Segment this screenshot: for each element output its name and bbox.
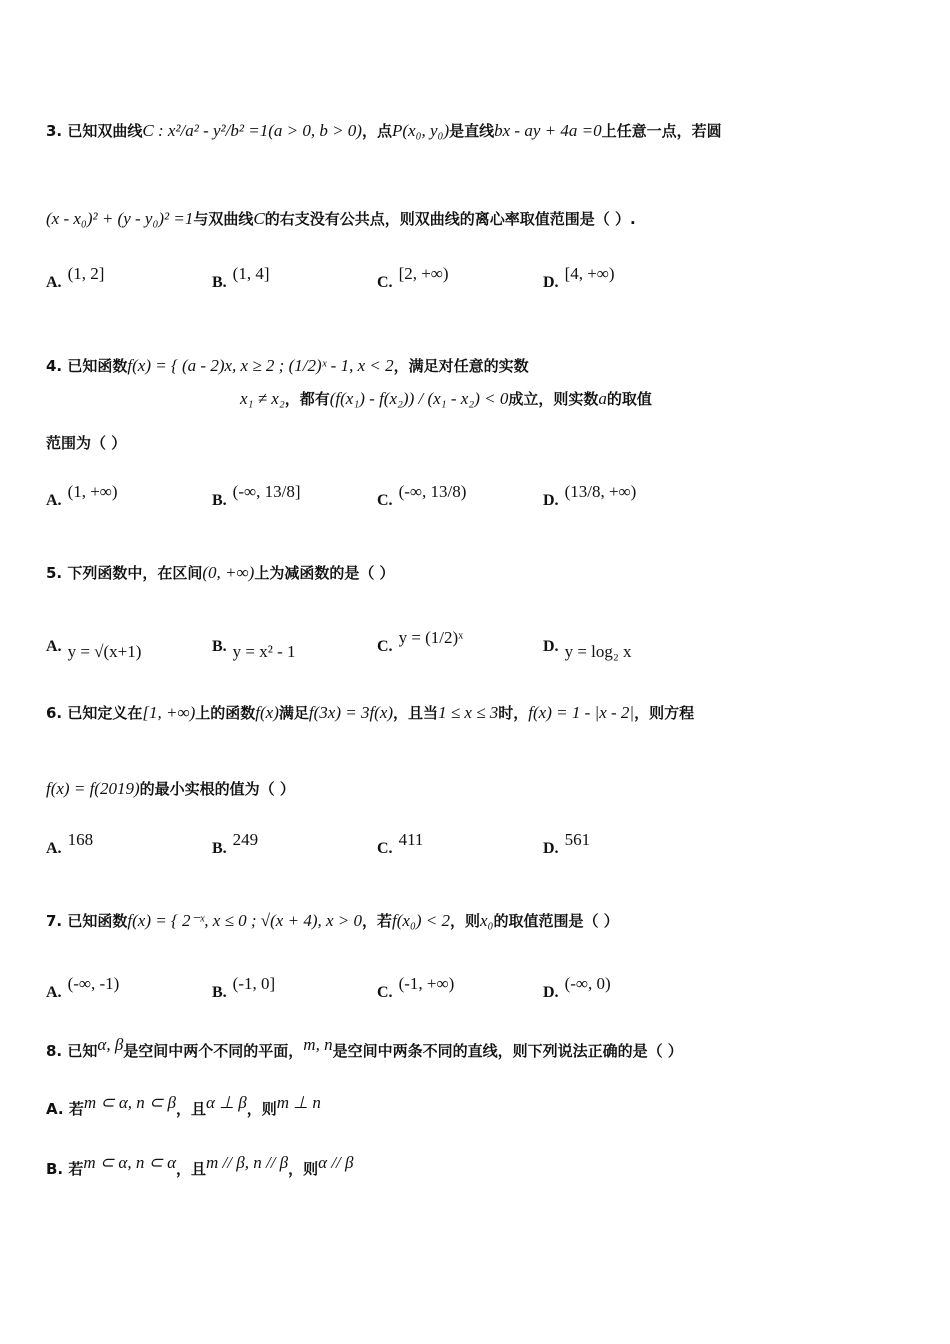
question-5-number: 5.: [46, 564, 63, 582]
q4-condition-formula: x₁ ≠ x₂: [240, 389, 285, 408]
option-label: B.: [212, 984, 227, 1001]
q6-text-g: 的最小实根的值为（ ）: [139, 780, 295, 798]
q8-planes-formula: α, β: [97, 1035, 124, 1054]
q5-interval-formula: (0, +∞): [202, 563, 255, 582]
question-8-number: 8.: [46, 1042, 63, 1060]
q6-option-c[interactable]: [377, 830, 424, 858]
option-text: ，则: [246, 1100, 277, 1118]
q6-f-formula: f(x): [255, 703, 279, 722]
option-label: C.: [377, 274, 393, 291]
option-label: B.: [46, 1160, 64, 1178]
q6-text-d: ，且当: [393, 704, 439, 722]
q3-option-b[interactable]: [212, 264, 270, 292]
q5-option-c[interactable]: [377, 628, 464, 656]
question-4-line-1b: [240, 388, 652, 409]
option-label: B.: [212, 274, 227, 291]
q3-text-e: 与双曲线: [193, 210, 254, 228]
option-label: C.: [377, 840, 393, 857]
question-4-line-2: [46, 432, 126, 453]
q7-piecewise-formula: f(x) = { 2⁻ˣ, x ≤ 0 ; √(x + 4), x > 0: [127, 911, 362, 930]
question-7-number: 7.: [46, 912, 63, 930]
q5-option-d[interactable]: [543, 636, 632, 661]
option-label: A.: [46, 492, 62, 509]
question-3-number: 3.: [46, 122, 63, 140]
option-value: (1, 2]: [67, 264, 105, 283]
question-6-line-1: [46, 702, 694, 723]
q6-text-c: 满足: [278, 704, 309, 722]
q8-option-b[interactable]: [46, 1153, 354, 1179]
q6-text-a: 已知定义在: [67, 704, 143, 722]
option-label: B.: [212, 840, 227, 857]
question-5-line-1: [46, 562, 395, 583]
question-3-line-1: [46, 120, 722, 141]
q3-curve-formula: C : x²/a² - y²/b² =1(a > 0, b > 0): [142, 121, 362, 140]
q8-lines-formula: m, n: [303, 1035, 333, 1054]
option-label: D.: [543, 638, 559, 655]
q8-text-c: 是空间中两条不同的直线，则下列说法正确的是（ ）: [332, 1042, 683, 1060]
option-formula: m ⊥ n: [276, 1093, 321, 1112]
q4-text-a: 已知函数: [67, 357, 128, 375]
option-value: (-∞, 13/8): [398, 482, 467, 501]
q7-option-d[interactable]: [543, 974, 611, 1002]
q3-text-f: 的右支没有公共点，则双曲线的离心率取值范围是（ ）.: [264, 210, 636, 228]
option-value: (1, 4]: [232, 264, 270, 283]
option-label: D.: [543, 984, 559, 1001]
q4-text-b: ，满足对任意的实数: [393, 357, 529, 375]
question-4-number: 4.: [46, 357, 63, 375]
q6-option-b[interactable]: [212, 830, 259, 858]
q8-text-a: 已知: [67, 1042, 98, 1060]
q8-text-b: 是空间中两个不同的平面，: [123, 1042, 304, 1060]
option-label: B.: [212, 492, 227, 509]
q7-x0-symbol: x₀: [480, 911, 494, 930]
q7-option-b[interactable]: [212, 974, 276, 1002]
option-label: A.: [46, 274, 62, 291]
option-value: y = log₂ x: [564, 642, 632, 661]
option-text: ，且: [176, 1100, 207, 1118]
q7-text-b: ，若: [362, 912, 393, 930]
q3-option-a[interactable]: [46, 264, 105, 292]
option-formula: m // β, n // β: [206, 1153, 289, 1172]
option-value: (-1, 0]: [232, 974, 276, 993]
option-label: C.: [377, 492, 393, 509]
q5-text-b: 上为减函数的是（ ）: [254, 564, 395, 582]
option-label: C.: [377, 638, 393, 655]
q3-circle-formula: (x - x₀)² + (y - y₀)² =1: [46, 209, 194, 228]
option-value: 561: [564, 830, 591, 849]
option-label: D.: [543, 840, 559, 857]
option-label: A.: [46, 638, 62, 655]
q7-option-c[interactable]: [377, 974, 455, 1002]
q4-a-symbol: a: [598, 389, 607, 408]
q4-option-a[interactable]: [46, 482, 118, 510]
q7-condition-formula: f(x₀) < 2: [392, 911, 450, 930]
q4-text-d: 成立，则实数: [508, 390, 599, 408]
option-value: 168: [67, 830, 94, 849]
question-3-line-2: [46, 208, 636, 229]
q3-c-symbol: C: [253, 209, 265, 228]
q6-option-a[interactable]: [46, 830, 94, 858]
q6-text-b: 上的函数: [195, 704, 256, 722]
question-8-line-1: [46, 1035, 683, 1061]
q3-option-c[interactable]: [377, 264, 449, 292]
option-value: (-∞, 13/8]: [232, 482, 301, 501]
option-formula: m ⊂ α, n ⊂ β: [83, 1093, 176, 1112]
option-formula: m ⊂ α, n ⊂ α: [83, 1153, 177, 1172]
q6-option-d[interactable]: [543, 830, 591, 858]
option-label: D.: [543, 274, 559, 291]
q3-option-d[interactable]: [543, 264, 615, 292]
question-6-line-2: [46, 778, 295, 799]
q4-text-f: 范围为（ ）: [46, 434, 127, 452]
question-6-number: 6.: [46, 704, 63, 722]
option-text: ，则: [288, 1160, 319, 1178]
q5-option-a[interactable]: [46, 636, 142, 661]
q6-range-formula: 1 ≤ x ≤ 3: [438, 703, 499, 722]
option-label: C.: [377, 984, 393, 1001]
q4-text-c: ，都有: [284, 390, 330, 408]
q4-piecewise-formula: f(x) = { (a - 2)x, x ≥ 2 ; (1/2)ˣ - 1, x < 2: [127, 356, 394, 375]
option-value: (-∞, -1): [67, 974, 120, 993]
q7-text-a: 已知函数: [67, 912, 128, 930]
q7-text-d: 的取值范围是（ ）: [493, 912, 619, 930]
q5-option-b[interactable]: [212, 636, 296, 661]
option-value: (13/8, +∞): [564, 482, 637, 501]
q4-option-c[interactable]: [377, 482, 467, 510]
q3-point-formula: P(x₀, y₀): [391, 121, 450, 140]
q3-line-formula: bx - ay + 4a =0: [494, 121, 602, 140]
option-label: A.: [46, 1100, 64, 1118]
q4-text-e: 的取值: [606, 390, 652, 408]
q7-option-a[interactable]: [46, 974, 120, 1002]
option-value: y = (1/2)ˣ: [398, 628, 464, 647]
option-value: 249: [232, 830, 259, 849]
option-label: B.: [212, 638, 227, 655]
option-value: [2, +∞): [398, 264, 449, 283]
q3-text-a: 已知双曲线: [67, 122, 143, 140]
option-label: D.: [543, 492, 559, 509]
q4-option-d[interactable]: [543, 482, 637, 510]
q4-inequality-formula: (f(x₁) - f(x₂)) / (x₁ - x₂) < 0: [329, 389, 509, 408]
option-label: A.: [46, 840, 62, 857]
question-7-line-1: [46, 910, 619, 931]
q6-relation-formula: f(3x) = 3f(x): [308, 703, 394, 722]
option-value: [4, +∞): [564, 264, 615, 283]
option-label: A.: [46, 984, 62, 1001]
question-4-line-1: [46, 355, 529, 376]
q3-text-c: 是直线: [449, 122, 495, 140]
q6-text-f: ，则方程: [634, 704, 695, 722]
q6-definition-formula: f(x) = 1 - |x - 2|: [528, 703, 635, 722]
q6-domain-formula: [1, +∞): [142, 703, 196, 722]
q3-text-b: ，点: [361, 122, 392, 140]
option-formula: α ⊥ β: [206, 1093, 247, 1112]
option-value: (-1, +∞): [398, 974, 455, 993]
option-text: 若: [68, 1100, 84, 1118]
q6-equation-formula: f(x) = f(2019): [46, 779, 140, 798]
option-formula: α // β: [318, 1153, 354, 1172]
q4-option-b[interactable]: [212, 482, 301, 510]
option-value: y = √(x+1): [67, 642, 142, 661]
option-value: (1, +∞): [67, 482, 118, 501]
q5-text-a: 下列函数中，在区间: [67, 564, 203, 582]
option-value: (-∞, 0): [564, 974, 611, 993]
option-text: 若: [68, 1160, 84, 1178]
q6-text-e: 时，: [498, 704, 529, 722]
q8-option-a[interactable]: [46, 1093, 321, 1119]
option-text: ，且: [176, 1160, 207, 1178]
option-value: 411: [398, 830, 424, 849]
q7-text-c: ，则: [450, 912, 481, 930]
q3-text-d: 上任意一点，若圆: [601, 122, 722, 140]
option-value: y = x² - 1: [232, 642, 296, 661]
